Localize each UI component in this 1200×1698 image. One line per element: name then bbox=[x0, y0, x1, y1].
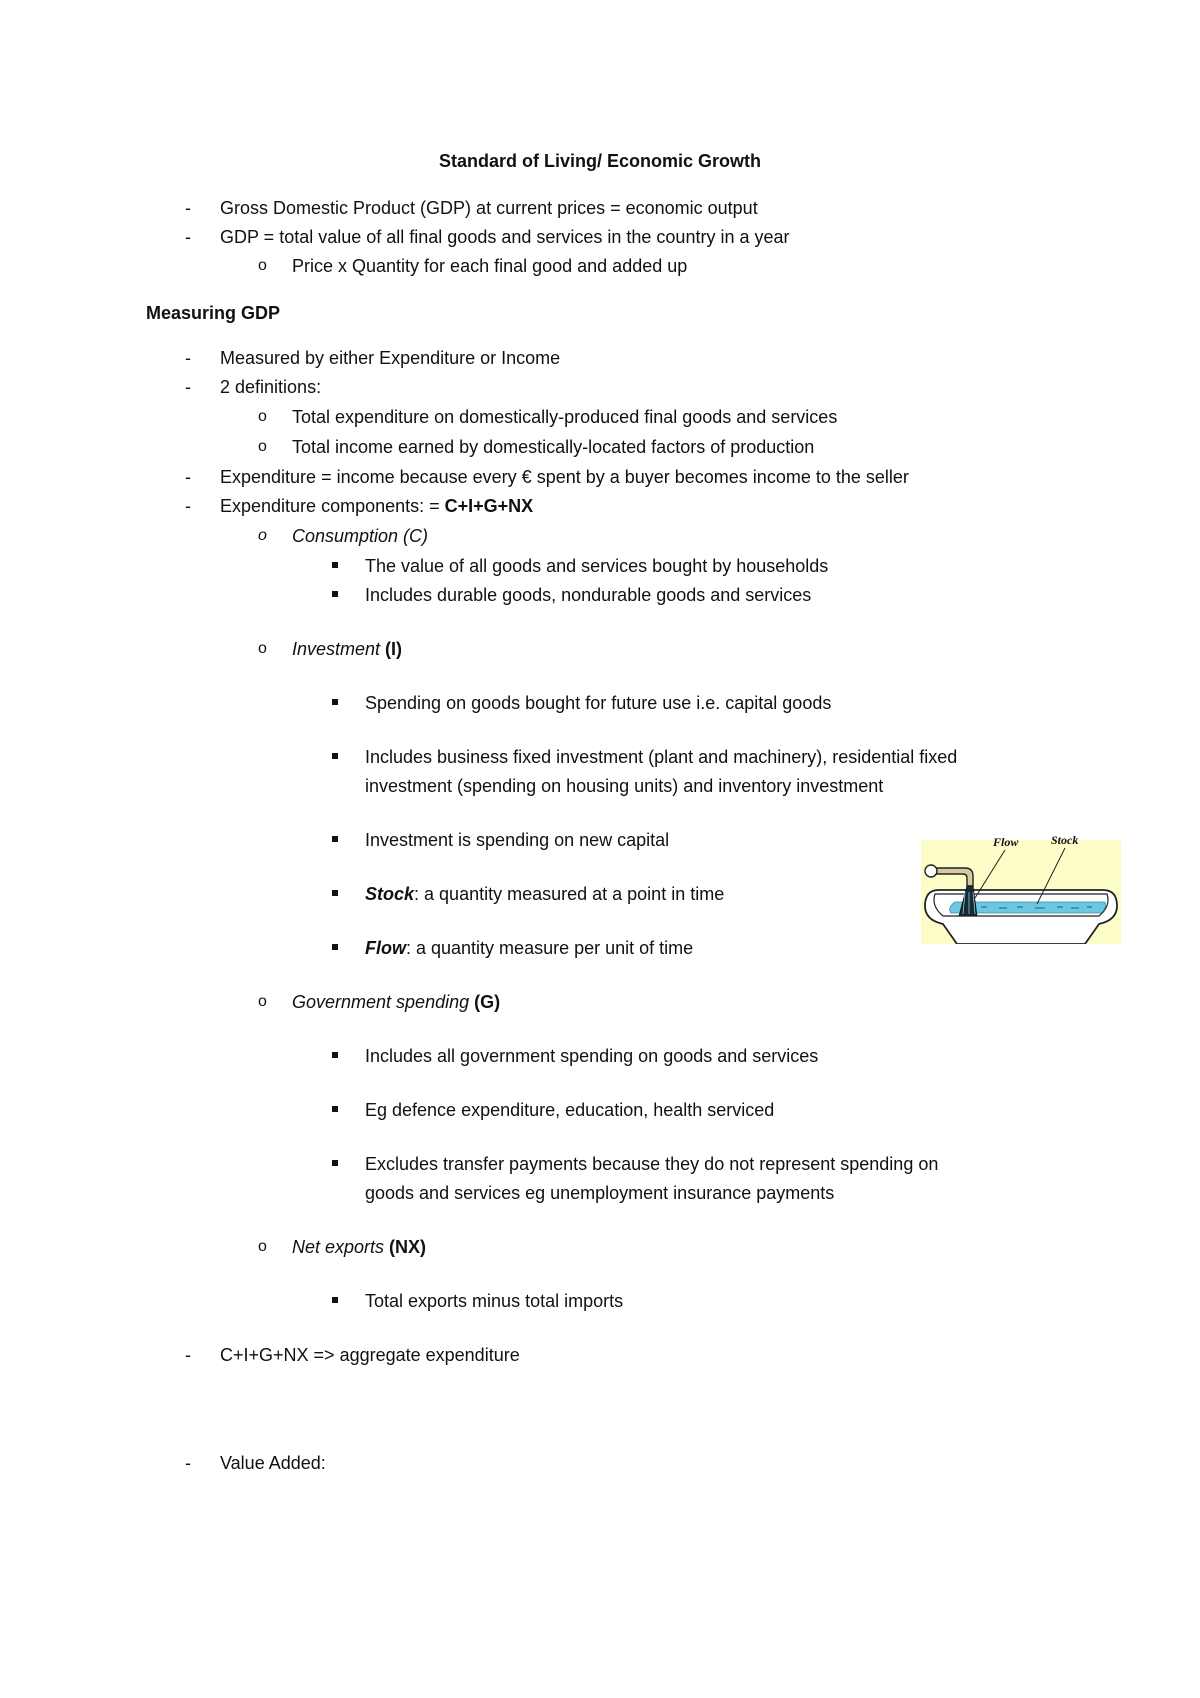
definition-expenditure: Total expenditure on domestically-produced final goods and services bbox=[292, 407, 838, 427]
stock-term: Stock bbox=[365, 884, 415, 904]
circle-marker: o bbox=[258, 408, 267, 425]
value-added-text: Value Added: bbox=[220, 1453, 326, 1473]
dash-marker: - bbox=[185, 1453, 191, 1473]
aggregate-expenditure-text: C+I+G+NX => aggregate expenditure bbox=[220, 1345, 520, 1365]
government-point-1: Includes all government spending on goods and services bbox=[365, 1046, 819, 1066]
flow-term: Flow bbox=[365, 938, 406, 958]
government-point-3: Excludes transfer payments because they do not represent spending on bbox=[365, 1154, 939, 1174]
consumption-point-2: Includes durable goods, nondurable goods and services bbox=[365, 585, 812, 605]
intro-subpoint: Price x Quantity for each final good and added up bbox=[292, 256, 688, 276]
square-bullet bbox=[332, 591, 338, 597]
square-bullet bbox=[332, 836, 338, 842]
square-bullet bbox=[332, 1052, 338, 1058]
measured-by-text: Measured by either Expenditure or Income bbox=[220, 348, 561, 368]
components-formula: C+I+G+NX bbox=[444, 496, 534, 516]
square-bullet bbox=[332, 1160, 338, 1166]
circle-marker: o bbox=[258, 527, 267, 544]
square-bullet bbox=[332, 753, 338, 759]
investment-heading bbox=[292, 638, 402, 660]
flow-def: : a quantity measure per unit of time bbox=[406, 938, 694, 958]
investment-code: (I) bbox=[380, 639, 403, 659]
dash-marker: - bbox=[185, 377, 191, 397]
consumption-point-1: The value of all goods and services bought by households bbox=[365, 556, 829, 576]
government-point-2: Eg defence expenditure, education, health serviced bbox=[365, 1100, 775, 1120]
investment-point-3: Investment is spending on new capital bbox=[365, 830, 670, 850]
stock-flow-bathtub-figure bbox=[921, 828, 1121, 944]
definitions-label: 2 definitions: bbox=[220, 377, 322, 397]
government-heading bbox=[292, 991, 500, 1013]
circle-marker: o bbox=[258, 640, 267, 657]
investment-point-2: Includes business fixed investment (plant and machinery), residential fixed bbox=[365, 747, 958, 767]
intro-line-2: GDP = total value of all final goods and services in the country in a year bbox=[220, 227, 790, 247]
stock-def: : a quantity measured at a point in time bbox=[414, 884, 725, 904]
flow-definition bbox=[365, 937, 693, 959]
dash-marker: - bbox=[185, 496, 191, 516]
dash-marker: - bbox=[185, 1345, 191, 1365]
square-bullet bbox=[332, 562, 338, 568]
stock-label: Stock bbox=[1051, 833, 1079, 847]
investment-point-2-cont: investment (spending on housing units) and inventory investment bbox=[365, 776, 884, 796]
square-bullet bbox=[332, 699, 338, 705]
circle-marker: o bbox=[258, 257, 267, 274]
circle-marker: o bbox=[258, 438, 267, 455]
net-exports-heading bbox=[292, 1236, 426, 1258]
circle-marker: o bbox=[258, 1238, 267, 1255]
investment-point-1: Spending on goods bought for future use i.e. capital goods bbox=[365, 693, 832, 713]
square-bullet bbox=[332, 890, 338, 896]
government-name: Government spending bbox=[292, 992, 470, 1012]
consumption-heading: Consumption (C) bbox=[292, 526, 429, 546]
section-heading: Measuring GDP bbox=[146, 303, 281, 323]
flow-label: Flow bbox=[993, 835, 1019, 849]
intro-line-1: Gross Domestic Product (GDP) at current prices = economic output bbox=[220, 198, 758, 218]
square-bullet bbox=[332, 1106, 338, 1112]
net-exports-point-1: Total exports minus total imports bbox=[365, 1291, 624, 1311]
dash-marker: - bbox=[185, 467, 191, 487]
dash-marker: - bbox=[185, 198, 191, 218]
dash-marker: - bbox=[185, 348, 191, 368]
definition-income: Total income earned by domestically-located factors of production bbox=[292, 437, 815, 457]
circle-marker: o bbox=[258, 993, 267, 1010]
page-title: Standard of Living/ Economic Growth bbox=[438, 151, 761, 171]
square-bullet bbox=[332, 944, 338, 950]
components-label: Expenditure components: = bbox=[220, 496, 445, 516]
investment-name: Investment bbox=[292, 639, 381, 659]
stock-definition bbox=[365, 883, 724, 905]
government-point-3-cont: goods and services eg unemployment insurance payments bbox=[365, 1183, 835, 1203]
dash-marker: - bbox=[185, 227, 191, 247]
faucet-handle-icon bbox=[925, 865, 937, 877]
components-line bbox=[220, 495, 533, 517]
equality-text: Expenditure = income because every € spent by a buyer becomes income to the seller bbox=[220, 467, 909, 487]
square-bullet bbox=[332, 1297, 338, 1303]
net-exports-code: (NX) bbox=[384, 1237, 427, 1257]
government-code: (G) bbox=[469, 992, 501, 1012]
net-exports-name: Net exports bbox=[292, 1237, 385, 1257]
